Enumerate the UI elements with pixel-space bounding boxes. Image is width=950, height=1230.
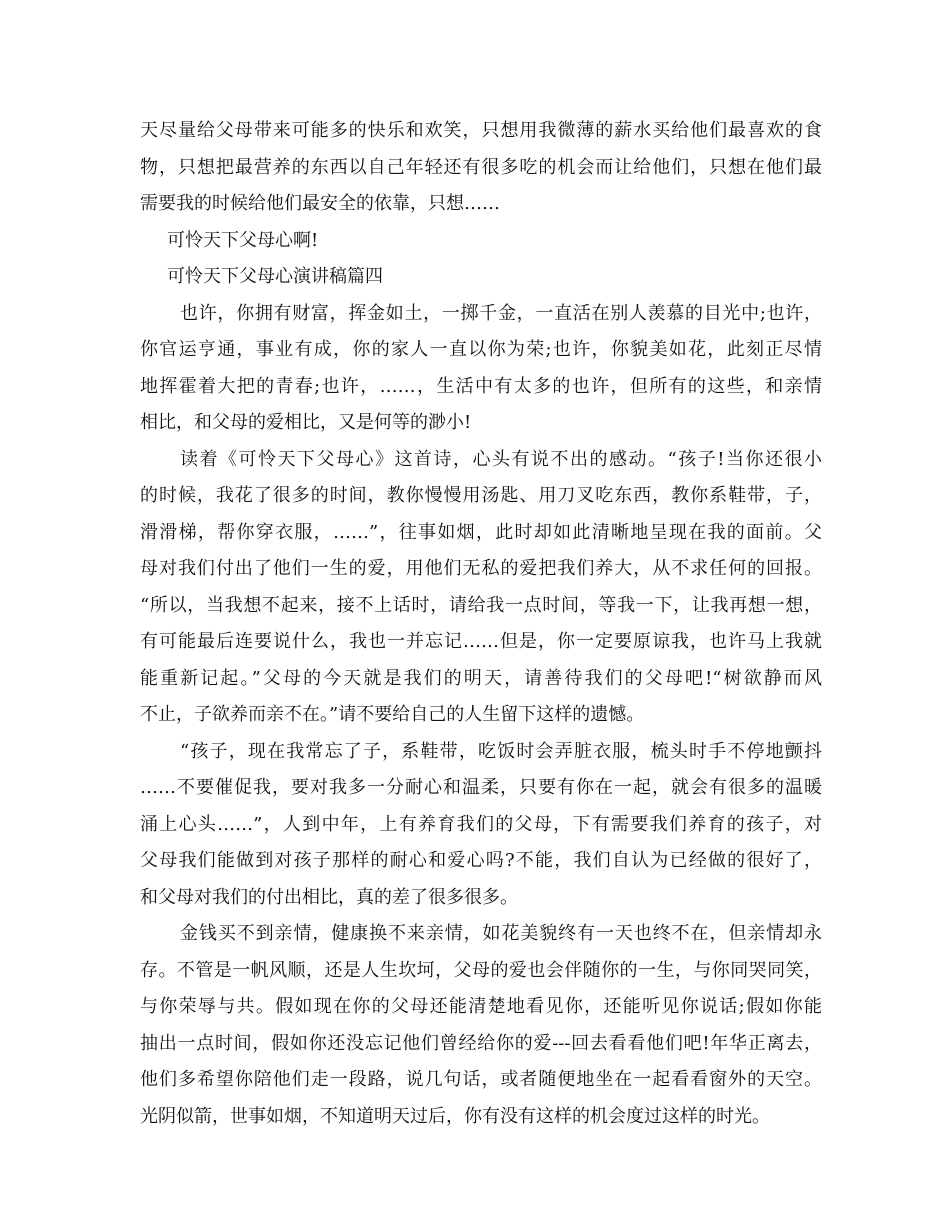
text-line: 的时候，我花了很多的时间，教你慢慢用汤匙、用刀叉吃东西，教你系鞋带，子， [140, 485, 822, 506]
text-line: “孩子，现在我常忘了子，系鞋带，吃饭时会弄脏衣服，梳头时手不停地颤抖 [180, 740, 822, 762]
text-line: 滑滑梯，帮你穿衣服，……”，往事如烟，此时却如此清晰地呈现在我的面前。父 [140, 521, 822, 543]
text-line: 地挥霍着大把的青春;也许，……，生活中有太多的也许，但所有的这些，和亲情 [140, 375, 822, 397]
text-line: 母对我们付出了他们一生的爱，用他们无私的爱把我们养大，从不求任何的回报。 [140, 558, 822, 579]
text-line: 物，只想把最营养的东西以自己年轻还有很多吃的机会而让给他们，只想在他们最 [140, 156, 822, 178]
text-line: 需要我的时候给他们最安全的依靠，只想…… [140, 193, 500, 214]
text-line: 与你荣辱与共。假如现在你的父母还能清楚地看见你，还能听见你说话;假如你能 [140, 996, 822, 1017]
text-line: 父母我们能做到对孩子那样的耐心和爱心吗?不能，我们自认为已经做的很好了， [140, 850, 822, 871]
paragraph [140, 296, 822, 442]
text-line: 他们多希望你陪他们走一段路，说几句话，或者随便地坐在一起看看窗外的天空。 [140, 1069, 822, 1090]
text-line: 涌上心头……”，人到中年，上有养育我们的父母，下有需要我们养育的孩子，对 [140, 813, 822, 835]
text-line: 存。不管是一帆风顺，还是人生坎坷，父母的爱也会伴随你的一生，与你同哭同笑， [140, 959, 822, 981]
paragraph [140, 916, 822, 1135]
text-line: 读着《可怜天下父母心》这首诗，心头有说不出的感动。“孩子!当你还很小 [180, 448, 822, 470]
text-line: 和父母对我们的付出相比，真的差了很多很多。 [140, 886, 518, 908]
paragraph [140, 734, 822, 917]
text-line: ……不要催促我，要对我多一分耐心和温柔，只要有你在一起，就会有很多的温暖 [140, 777, 822, 798]
text-line: 可怜天下父母心啊! [167, 229, 319, 251]
text-line: “所以，当我想不起来，接不上话时，请给我一点时间，等我一下，让我再想一想， [140, 594, 822, 616]
text-line: 金钱买不到亲情，健康换不来亲情，如花美貌终有一天也终不在，但亲情却永 [180, 923, 822, 944]
paragraph [140, 223, 822, 260]
text-line: 你官运亨通，事业有成，你的家人一直以你为荣;也许，你貌美如花，此刻正尽情 [140, 339, 822, 360]
text-line: 可怜天下父母心演讲稿篇四 [167, 266, 383, 287]
text-line: 天尽量给父母带来可能多的快乐和欢笑，只想用我微薄的薪水买给他们最喜欢的食 [140, 120, 822, 141]
paragraph [140, 442, 822, 734]
document-body [140, 113, 822, 1135]
section-heading [140, 259, 822, 296]
text-line: 能重新记起。”父母的今天就是我们的明天，请善待我们的父母吧!“树欲静而风 [140, 667, 822, 689]
paragraph [140, 113, 822, 223]
text-line: 也许，你拥有财富，挥金如土，一掷千金，一直活在别人羡慕的目光中;也许， [180, 302, 822, 324]
text-line: 不止，子欲养而亲不在。”请不要给自己的人生留下这样的遗憾。 [140, 704, 645, 725]
text-line: 光阴似箭，世事如烟，不知道明天过后，你有没有这样的机会度过这样的时光。 [140, 1105, 770, 1127]
text-line: 有可能最后连要说什么，我也一并忘记……但是，你一定要原谅我，也许马上我就 [140, 631, 822, 652]
text-line: 抽出一点时间，假如你还没忘记他们曾经给你的爱---回去看看他们吧!年华正离去， [140, 1032, 822, 1054]
text-line: 相比，和父母的爱相比，又是何等的渺小! [140, 412, 472, 433]
